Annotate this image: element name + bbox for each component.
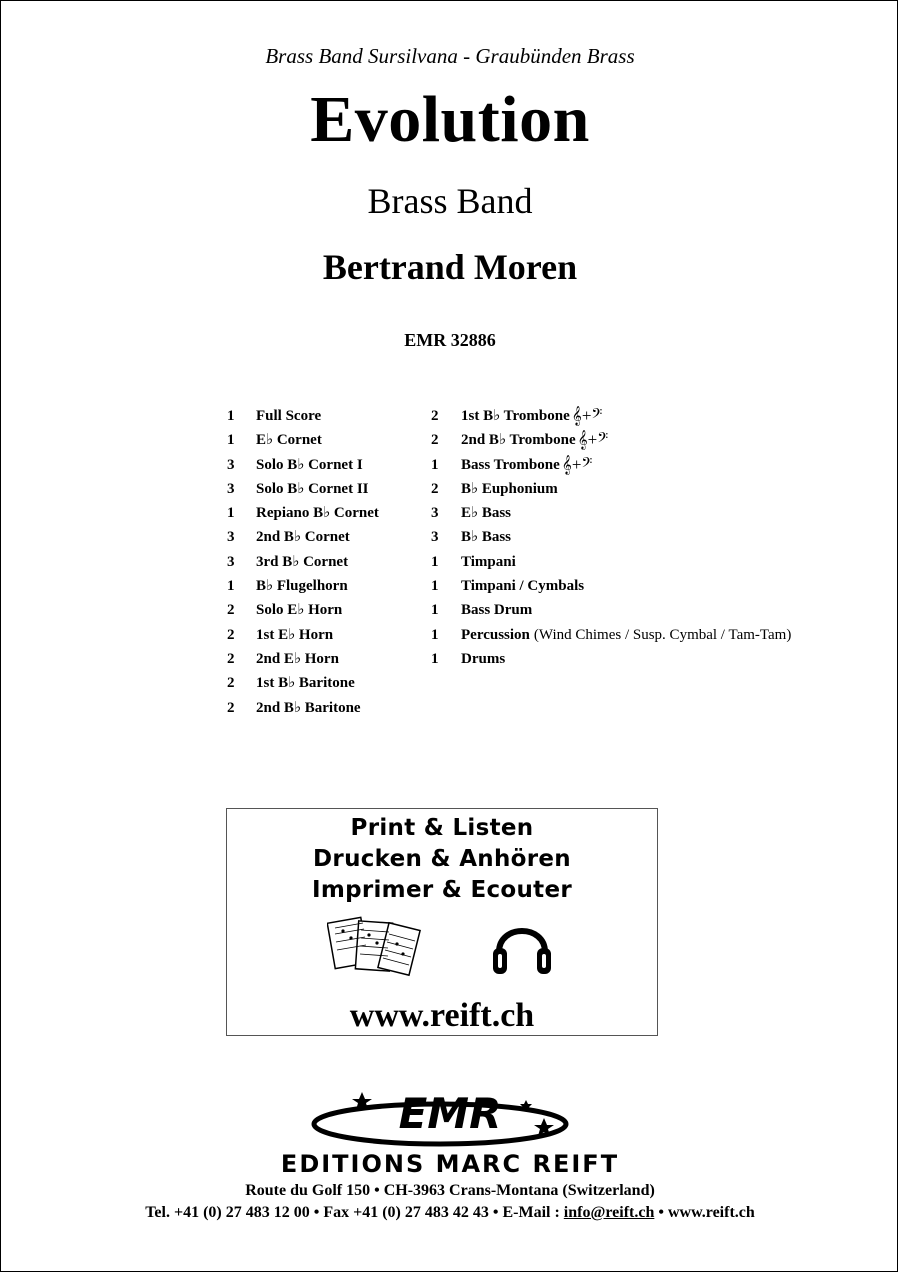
part-row — [227, 598, 379, 622]
part-row — [227, 404, 379, 428]
clef-icon: 𝄞+𝄢 — [577, 430, 609, 450]
part-row — [431, 550, 791, 574]
part-quantity: 2 — [227, 626, 235, 643]
part-name: E♭ Bass — [461, 505, 512, 522]
part-row — [431, 501, 791, 525]
part-row — [227, 453, 379, 477]
part-name: Bass Drum — [461, 602, 533, 619]
part-name: Solo B♭ Cornet II — [256, 480, 369, 497]
part-row — [431, 428, 791, 452]
part-quantity: 1 — [431, 456, 439, 473]
piece-title: Evolution — [310, 83, 590, 156]
promo-box — [226, 808, 658, 1036]
part-quantity: 1 — [431, 626, 439, 643]
scoring: Brass Band — [367, 181, 533, 221]
part-row — [431, 404, 791, 428]
publisher-address: Route du Golf 150 • CH-3963 Crans-Montana (Switzerland) — [245, 1182, 655, 1199]
composer: Bertrand Moren — [322, 247, 578, 287]
catalog-number: EMR 32886 — [404, 330, 496, 350]
publisher-contact — [0, 1204, 900, 1222]
part-row — [431, 598, 791, 622]
part-name: Solo E♭ Horn — [256, 602, 343, 619]
part-quantity: 3 — [227, 553, 235, 570]
part-name: Bass Trombone — [461, 456, 560, 473]
part-row — [227, 501, 379, 525]
publisher-name: EDITIONS MARC REIFT — [280, 1150, 620, 1178]
part-name: 1st B♭ Trombone — [461, 408, 570, 424]
part-quantity: 3 — [227, 529, 235, 546]
sheet-music-icon — [327, 914, 423, 980]
part-row — [227, 525, 379, 549]
part-row — [431, 623, 791, 647]
part-name: Drums — [461, 650, 506, 667]
parts-list-left — [227, 404, 379, 720]
emr-logo-text: EMR — [398, 1089, 502, 1138]
clef-icon: 𝄞+𝄢 — [561, 454, 593, 474]
part-quantity: 2 — [227, 675, 235, 692]
part-quantity: 2 — [227, 699, 235, 716]
part-quantity: 3 — [431, 529, 439, 546]
part-quantity: 1 — [227, 408, 235, 424]
part-quantity: 2 — [431, 480, 439, 497]
part-quantity: 3 — [227, 456, 235, 473]
part-row — [431, 647, 791, 671]
part-row — [227, 696, 379, 720]
contact-website[interactable]: • www.reift.ch — [654, 1204, 755, 1221]
part-name: 1st B♭ Baritone — [256, 675, 355, 692]
part-row — [227, 428, 379, 452]
part-quantity: 2 — [227, 650, 235, 667]
part-name: Full Score — [256, 408, 322, 424]
part-name: Percussion — [461, 626, 530, 643]
parts-list-right — [431, 404, 791, 671]
part-quantity: 2 — [431, 408, 439, 424]
promo-url[interactable]: www.reift.ch — [349, 997, 535, 1034]
promo-line-english: Print & Listen — [350, 815, 534, 841]
part-row — [431, 574, 791, 598]
part-name: 2nd E♭ Horn — [256, 650, 339, 667]
clef-icon: 𝄞+𝄢 — [571, 406, 603, 425]
part-row — [227, 623, 379, 647]
part-name: Solo B♭ Cornet I — [256, 456, 363, 473]
part-row — [227, 574, 379, 598]
part-name: Timpani — [461, 553, 516, 570]
part-row — [431, 477, 791, 501]
part-quantity: 2 — [431, 432, 439, 449]
part-name: 2nd B♭ Cornet — [256, 529, 350, 546]
part-quantity: 3 — [227, 480, 235, 497]
part-extra-note: (Wind Chimes / Susp. Cymbal / Tam-Tam) — [533, 626, 792, 643]
band-subtitle: Brass Band Sursilvana - Graubünden Brass — [265, 44, 635, 68]
promo-icons — [227, 906, 657, 996]
part-name: 2nd B♭ Trombone — [461, 432, 576, 449]
part-row — [431, 453, 791, 477]
part-quantity: 1 — [431, 602, 439, 619]
part-quantity: 1 — [431, 650, 439, 667]
part-row — [227, 477, 379, 501]
part-name: Timpani / Cymbals — [461, 578, 585, 595]
part-row — [431, 525, 791, 549]
part-quantity: 3 — [431, 505, 439, 522]
part-name: B♭ Euphonium — [461, 480, 558, 497]
part-name: 1st E♭ Horn — [256, 626, 334, 643]
promo-line-french: Imprimer & Ecouter — [311, 877, 573, 903]
part-quantity: 1 — [227, 432, 235, 449]
headphones-icon — [489, 914, 555, 980]
contact-email-link[interactable]: info@reift.ch — [563, 1204, 655, 1221]
part-quantity: 1 — [227, 578, 235, 595]
contact-phone-fax: Tel. +41 (0) 27 483 12 00 • Fax +41 (0) 27 483 42 43 • E-Mail : — [145, 1204, 564, 1221]
part-quantity: 1 — [227, 505, 235, 522]
part-quantity: 1 — [431, 578, 439, 595]
part-quantity: 1 — [431, 553, 439, 570]
emr-logo — [300, 1086, 600, 1148]
part-name: E♭ Cornet — [256, 432, 322, 449]
part-name: B♭ Bass — [461, 529, 512, 546]
part-row — [227, 647, 379, 671]
part-name: 3rd B♭ Cornet — [256, 553, 349, 570]
part-name: B♭ Flugelhorn — [256, 578, 348, 595]
part-row — [227, 550, 379, 574]
part-name: 2nd B♭ Baritone — [256, 699, 361, 716]
part-row — [227, 671, 379, 695]
promo-line-german: Drucken & Anhören — [313, 846, 571, 872]
part-name: Repiano B♭ Cornet — [256, 505, 379, 522]
part-quantity: 2 — [227, 602, 235, 619]
